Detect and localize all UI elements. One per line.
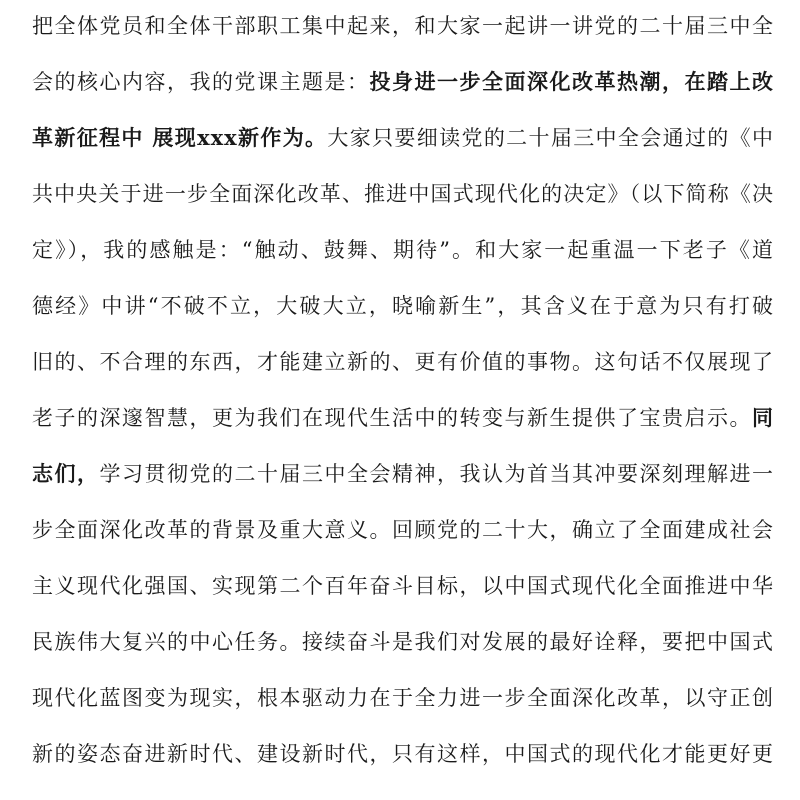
text-segment: 把全体党员和全体干部职工集中起来，和大家一起讲一讲党的二十届三中全 <box>32 14 774 38</box>
text-line-4 <box>32 174 774 214</box>
text-line-10 <box>32 510 774 550</box>
text-line-14 <box>32 734 774 774</box>
text-line-5 <box>32 230 774 270</box>
text-segment: 主义现代化强国、实现第二个百年奋斗目标，以中国式现代化全面推进中华 <box>32 574 774 598</box>
text-line-11 <box>32 566 774 606</box>
text-line-2 <box>32 62 774 102</box>
text-segment: 步全面深化改革的背景及重大意义。回顾党的二十大，确立了全面建成社会 <box>32 518 774 542</box>
text-line-9 <box>32 454 774 494</box>
text-line-6 <box>32 286 774 326</box>
text-segment: 会的核心内容，我的党课主题是： <box>32 70 370 94</box>
text-segment: 定》），我的感触是：“触动、鼓舞、期待”。和大家一起重温一下老子《道 <box>32 238 774 262</box>
text-line-8 <box>32 398 774 438</box>
text-segment: 民族伟大复兴的中心任务。接续奋斗是我们对发展的最好诠释，要把中国式 <box>32 630 774 654</box>
text-segment: 新的姿态奋进新时代、建设新时代，只有这样，中国式的现代化才能更好更 <box>32 742 774 766</box>
text-segment: 旧的、不合理的东西，才能建立新的、更有价值的事物。这句话不仅展现了 <box>32 350 774 374</box>
text-segment: 共中央关于进一步全面深化改革、推进中国式现代化的决定》（以下简称《决 <box>32 182 774 206</box>
text-line-1 <box>32 6 774 46</box>
text-line-12 <box>32 622 774 662</box>
lecture-theme-text: 投身进一步全面深化改革热潮，在踏上改 <box>369 69 774 94</box>
text-segment: 现代化蓝图变为现实，根本驱动力在于全力进一步全面深化改革，以守正创 <box>32 686 774 710</box>
text-line-13 <box>32 678 774 718</box>
text-line-3 <box>32 118 774 158</box>
salutation-text: 同 <box>752 405 774 430</box>
text-segment: 大家只要细读党的二十届三中全会通过的《中 <box>327 126 774 150</box>
text-segment: 老子的深邃智慧，更为我们在现代生活中的转变与新生提供了宝贵启示。 <box>32 406 752 430</box>
salutation-text-continued: 志们， <box>32 461 100 486</box>
lecture-theme-text-continued: 革新征程中 展现xxx新作为。 <box>32 125 328 150</box>
text-line-7 <box>32 342 774 382</box>
text-segment: 学习贯彻党的二十届三中全会精神，我认为首当其冲要深刻理解进一 <box>99 462 774 486</box>
text-segment: 德经》中讲“不破不立，大破大立，晓喻新生”，其含义在于意为只有打破 <box>32 294 774 318</box>
